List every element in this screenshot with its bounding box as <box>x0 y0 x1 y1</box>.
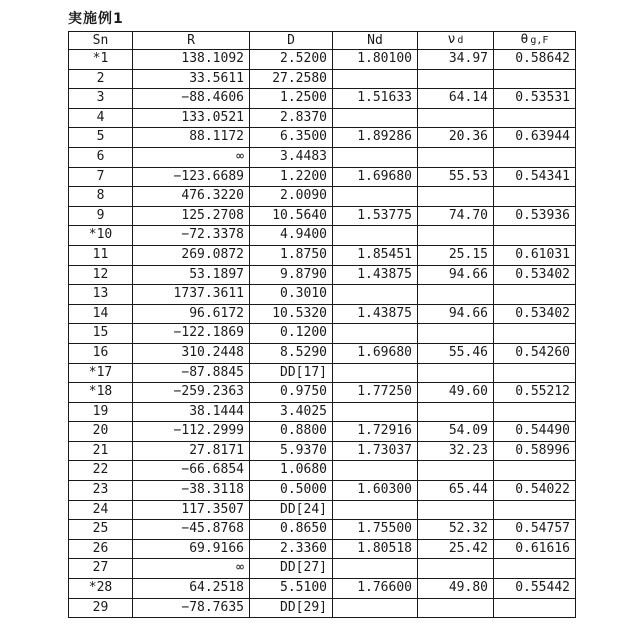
cell-nd <box>333 69 418 89</box>
cell-nu-d <box>418 147 494 167</box>
cell-r: −66.6854 <box>133 461 250 481</box>
cell-d: 0.9750 <box>250 383 333 403</box>
table-row <box>69 500 576 520</box>
table-row <box>69 245 576 265</box>
cell-nu-d: 25.42 <box>418 539 494 559</box>
cell-d: 0.5000 <box>250 481 333 501</box>
cell-r: 53.1897 <box>133 265 250 285</box>
cell-nd <box>333 461 418 481</box>
cell-r: −45.8768 <box>133 520 250 540</box>
table-row <box>69 402 576 422</box>
cell-nu-d: 55.53 <box>418 167 494 187</box>
column-header-r <box>133 32 250 50</box>
cell-sn: 27 <box>69 559 133 579</box>
cell-d: 27.2580 <box>250 69 333 89</box>
cell-theta-gf: 0.61031 <box>494 245 576 265</box>
table-row <box>69 206 576 226</box>
cell-d: 0.8800 <box>250 422 333 442</box>
cell-sn: 21 <box>69 441 133 461</box>
cell-theta-gf: 0.54022 <box>494 481 576 501</box>
cell-sn: 12 <box>69 265 133 285</box>
column-header-sublabel: g,F <box>530 35 549 46</box>
cell-nu-d <box>418 598 494 618</box>
page-title: 実施例1 <box>68 11 124 27</box>
cell-r: 64.2518 <box>133 579 250 599</box>
cell-sn: *10 <box>69 226 133 246</box>
cell-d: 1.8750 <box>250 245 333 265</box>
cell-theta-gf <box>494 363 576 383</box>
cell-r: 96.6172 <box>133 304 250 324</box>
cell-d: 1.2200 <box>250 167 333 187</box>
cell-d: 3.4483 <box>250 147 333 167</box>
cell-nu-d <box>418 226 494 246</box>
cell-r: −78.7635 <box>133 598 250 618</box>
table-row <box>69 383 576 403</box>
cell-nu-d: 65.44 <box>418 481 494 501</box>
table-row <box>69 108 576 128</box>
cell-nu-d: 20.36 <box>418 128 494 148</box>
cell-d: 5.5100 <box>250 579 333 599</box>
table-row <box>69 187 576 207</box>
cell-sn: 6 <box>69 147 133 167</box>
column-header-label: θ <box>520 32 529 47</box>
cell-nu-d: 94.66 <box>418 304 494 324</box>
cell-r: 269.0872 <box>133 245 250 265</box>
cell-nd: 1.60300 <box>333 481 418 501</box>
cell-nd: 1.77250 <box>333 383 418 403</box>
cell-r: 88.1172 <box>133 128 250 148</box>
column-header-nu-d <box>418 32 494 50</box>
column-header-theta-gf <box>494 32 576 50</box>
cell-theta-gf <box>494 461 576 481</box>
cell-sn: 16 <box>69 343 133 363</box>
cell-nd <box>333 559 418 579</box>
column-header-sn <box>69 32 133 50</box>
cell-theta-gf: 0.53531 <box>494 89 576 109</box>
table-row <box>69 539 576 559</box>
cell-theta-gf <box>494 324 576 344</box>
cell-theta-gf <box>494 285 576 305</box>
cell-theta-gf: 0.61616 <box>494 539 576 559</box>
cell-sn: *17 <box>69 363 133 383</box>
cell-r: −122.1869 <box>133 324 250 344</box>
column-header-label: R <box>187 32 195 48</box>
table-row <box>69 461 576 481</box>
cell-d: 8.5290 <box>250 343 333 363</box>
cell-nd <box>333 108 418 128</box>
cell-r: 27.8171 <box>133 441 250 461</box>
cell-nd: 1.51633 <box>333 89 418 109</box>
cell-sn: 8 <box>69 187 133 207</box>
table-row <box>69 481 576 501</box>
cell-r: ∞ <box>133 559 250 579</box>
cell-nu-d: 49.80 <box>418 579 494 599</box>
cell-theta-gf: 0.63944 <box>494 128 576 148</box>
cell-nu-d <box>418 324 494 344</box>
cell-nu-d <box>418 285 494 305</box>
cell-theta-gf: 0.54490 <box>494 422 576 442</box>
table-row <box>69 579 576 599</box>
cell-theta-gf <box>494 559 576 579</box>
cell-nu-d: 74.70 <box>418 206 494 226</box>
cell-sn: 29 <box>69 598 133 618</box>
cell-r: 38.1444 <box>133 402 250 422</box>
table-row <box>69 441 576 461</box>
cell-d: 10.5320 <box>250 304 333 324</box>
table-row <box>69 285 576 305</box>
cell-sn: *1 <box>69 50 133 70</box>
cell-theta-gf: 0.54341 <box>494 167 576 187</box>
cell-d: 0.1200 <box>250 324 333 344</box>
cell-theta-gf <box>494 147 576 167</box>
cell-theta-gf: 0.53402 <box>494 265 576 285</box>
cell-nu-d: 32.23 <box>418 441 494 461</box>
table-row <box>69 304 576 324</box>
cell-nu-d: 49.60 <box>418 383 494 403</box>
cell-sn: 15 <box>69 324 133 344</box>
cell-theta-gf: 0.55212 <box>494 383 576 403</box>
cell-nu-d <box>418 187 494 207</box>
cell-nd <box>333 187 418 207</box>
cell-r: 117.3507 <box>133 500 250 520</box>
cell-nd: 1.43875 <box>333 265 418 285</box>
cell-sn: 20 <box>69 422 133 442</box>
cell-d: 4.9400 <box>250 226 333 246</box>
table-row <box>69 89 576 109</box>
column-header-sublabel: d <box>457 35 464 46</box>
cell-nu-d <box>418 500 494 520</box>
lens-data-table <box>68 31 576 618</box>
cell-sn: 24 <box>69 500 133 520</box>
cell-sn: 11 <box>69 245 133 265</box>
cell-r: 133.0521 <box>133 108 250 128</box>
cell-sn: 19 <box>69 402 133 422</box>
cell-nd <box>333 402 418 422</box>
cell-d: DD[27] <box>250 559 333 579</box>
cell-d: 3.4025 <box>250 402 333 422</box>
cell-d: 2.5200 <box>250 50 333 70</box>
cell-nd: 1.43875 <box>333 304 418 324</box>
cell-nd <box>333 324 418 344</box>
cell-d: 1.2500 <box>250 89 333 109</box>
cell-sn: *28 <box>69 579 133 599</box>
cell-theta-gf: 0.53936 <box>494 206 576 226</box>
cell-nd: 1.69680 <box>333 343 418 363</box>
table-row <box>69 598 576 618</box>
cell-d: 9.8790 <box>250 265 333 285</box>
table-row <box>69 167 576 187</box>
cell-nu-d: 64.14 <box>418 89 494 109</box>
table-row <box>69 50 576 70</box>
cell-nd <box>333 285 418 305</box>
table-body <box>69 50 576 618</box>
cell-r: 310.2448 <box>133 343 250 363</box>
column-header-label: ν <box>447 32 456 47</box>
cell-sn: 26 <box>69 539 133 559</box>
cell-sn: 9 <box>69 206 133 226</box>
cell-r: −87.8845 <box>133 363 250 383</box>
cell-nd: 1.89286 <box>333 128 418 148</box>
cell-nd: 1.76600 <box>333 579 418 599</box>
column-header-label: D <box>287 32 295 48</box>
cell-r: −112.2999 <box>133 422 250 442</box>
cell-nd: 1.73037 <box>333 441 418 461</box>
cell-nd: 1.85451 <box>333 245 418 265</box>
cell-theta-gf: 0.58642 <box>494 50 576 70</box>
cell-d: DD[24] <box>250 500 333 520</box>
cell-nu-d <box>418 69 494 89</box>
table-row <box>69 147 576 167</box>
cell-nu-d <box>418 461 494 481</box>
table-row <box>69 363 576 383</box>
cell-r: −259.2363 <box>133 383 250 403</box>
cell-nd: 1.80100 <box>333 50 418 70</box>
table-row <box>69 559 576 579</box>
cell-sn: *18 <box>69 383 133 403</box>
cell-nd <box>333 226 418 246</box>
cell-sn: 4 <box>69 108 133 128</box>
table-row <box>69 520 576 540</box>
cell-theta-gf: 0.55442 <box>494 579 576 599</box>
cell-r: 125.2708 <box>133 206 250 226</box>
cell-d: 1.0680 <box>250 461 333 481</box>
cell-nd: 1.75500 <box>333 520 418 540</box>
cell-nu-d: 94.66 <box>418 265 494 285</box>
cell-d: 5.9370 <box>250 441 333 461</box>
cell-nu-d: 54.09 <box>418 422 494 442</box>
cell-sn: 23 <box>69 481 133 501</box>
table-header-row <box>69 32 576 50</box>
cell-sn: 22 <box>69 461 133 481</box>
cell-r: 138.1092 <box>133 50 250 70</box>
cell-theta-gf <box>494 226 576 246</box>
cell-sn: 3 <box>69 89 133 109</box>
cell-nu-d: 52.32 <box>418 520 494 540</box>
cell-r: 33.5611 <box>133 69 250 89</box>
table-row <box>69 69 576 89</box>
table-row <box>69 226 576 246</box>
cell-r: ∞ <box>133 147 250 167</box>
table-row <box>69 422 576 442</box>
cell-theta-gf: 0.53402 <box>494 304 576 324</box>
cell-theta-gf <box>494 69 576 89</box>
cell-theta-gf: 0.54260 <box>494 343 576 363</box>
cell-sn: 14 <box>69 304 133 324</box>
cell-theta-gf <box>494 500 576 520</box>
cell-theta-gf <box>494 598 576 618</box>
cell-r: −72.3378 <box>133 226 250 246</box>
document-page <box>68 8 608 618</box>
cell-d: 2.0090 <box>250 187 333 207</box>
cell-r: 476.3220 <box>133 187 250 207</box>
cell-r: 69.9166 <box>133 539 250 559</box>
cell-r: 1737.3611 <box>133 285 250 305</box>
cell-theta-gf: 0.58996 <box>494 441 576 461</box>
cell-d: DD[17] <box>250 363 333 383</box>
cell-nu-d <box>418 559 494 579</box>
cell-nu-d: 25.15 <box>418 245 494 265</box>
cell-d: 2.8370 <box>250 108 333 128</box>
cell-nu-d <box>418 402 494 422</box>
cell-sn: 2 <box>69 69 133 89</box>
cell-nd <box>333 598 418 618</box>
cell-r: −88.4606 <box>133 89 250 109</box>
cell-nd: 1.80518 <box>333 539 418 559</box>
cell-nd <box>333 363 418 383</box>
cell-nu-d: 34.97 <box>418 50 494 70</box>
cell-sn: 7 <box>69 167 133 187</box>
column-header-label: Nd <box>367 32 383 48</box>
table-row <box>69 343 576 363</box>
cell-r: −123.6689 <box>133 167 250 187</box>
table-row <box>69 128 576 148</box>
cell-sn: 5 <box>69 128 133 148</box>
cell-theta-gf <box>494 108 576 128</box>
cell-nd: 1.53775 <box>333 206 418 226</box>
cell-nd: 1.69680 <box>333 167 418 187</box>
column-header-nd <box>333 32 418 50</box>
cell-theta-gf: 0.54757 <box>494 520 576 540</box>
cell-r: −38.3118 <box>133 481 250 501</box>
table-row <box>69 265 576 285</box>
cell-d: DD[29] <box>250 598 333 618</box>
cell-sn: 25 <box>69 520 133 540</box>
table-row <box>69 324 576 344</box>
cell-theta-gf <box>494 187 576 207</box>
column-header-label: Sn <box>92 32 109 48</box>
cell-nd: 1.72916 <box>333 422 418 442</box>
cell-nd <box>333 147 418 167</box>
cell-sn: 13 <box>69 285 133 305</box>
cell-nd <box>333 500 418 520</box>
cell-d: 2.3360 <box>250 539 333 559</box>
cell-d: 0.8650 <box>250 520 333 540</box>
cell-nu-d <box>418 108 494 128</box>
cell-nu-d <box>418 363 494 383</box>
cell-d: 6.3500 <box>250 128 333 148</box>
cell-theta-gf <box>494 402 576 422</box>
cell-nu-d: 55.46 <box>418 343 494 363</box>
cell-d: 0.3010 <box>250 285 333 305</box>
column-header-d <box>250 32 333 50</box>
cell-d: 10.5640 <box>250 206 333 226</box>
